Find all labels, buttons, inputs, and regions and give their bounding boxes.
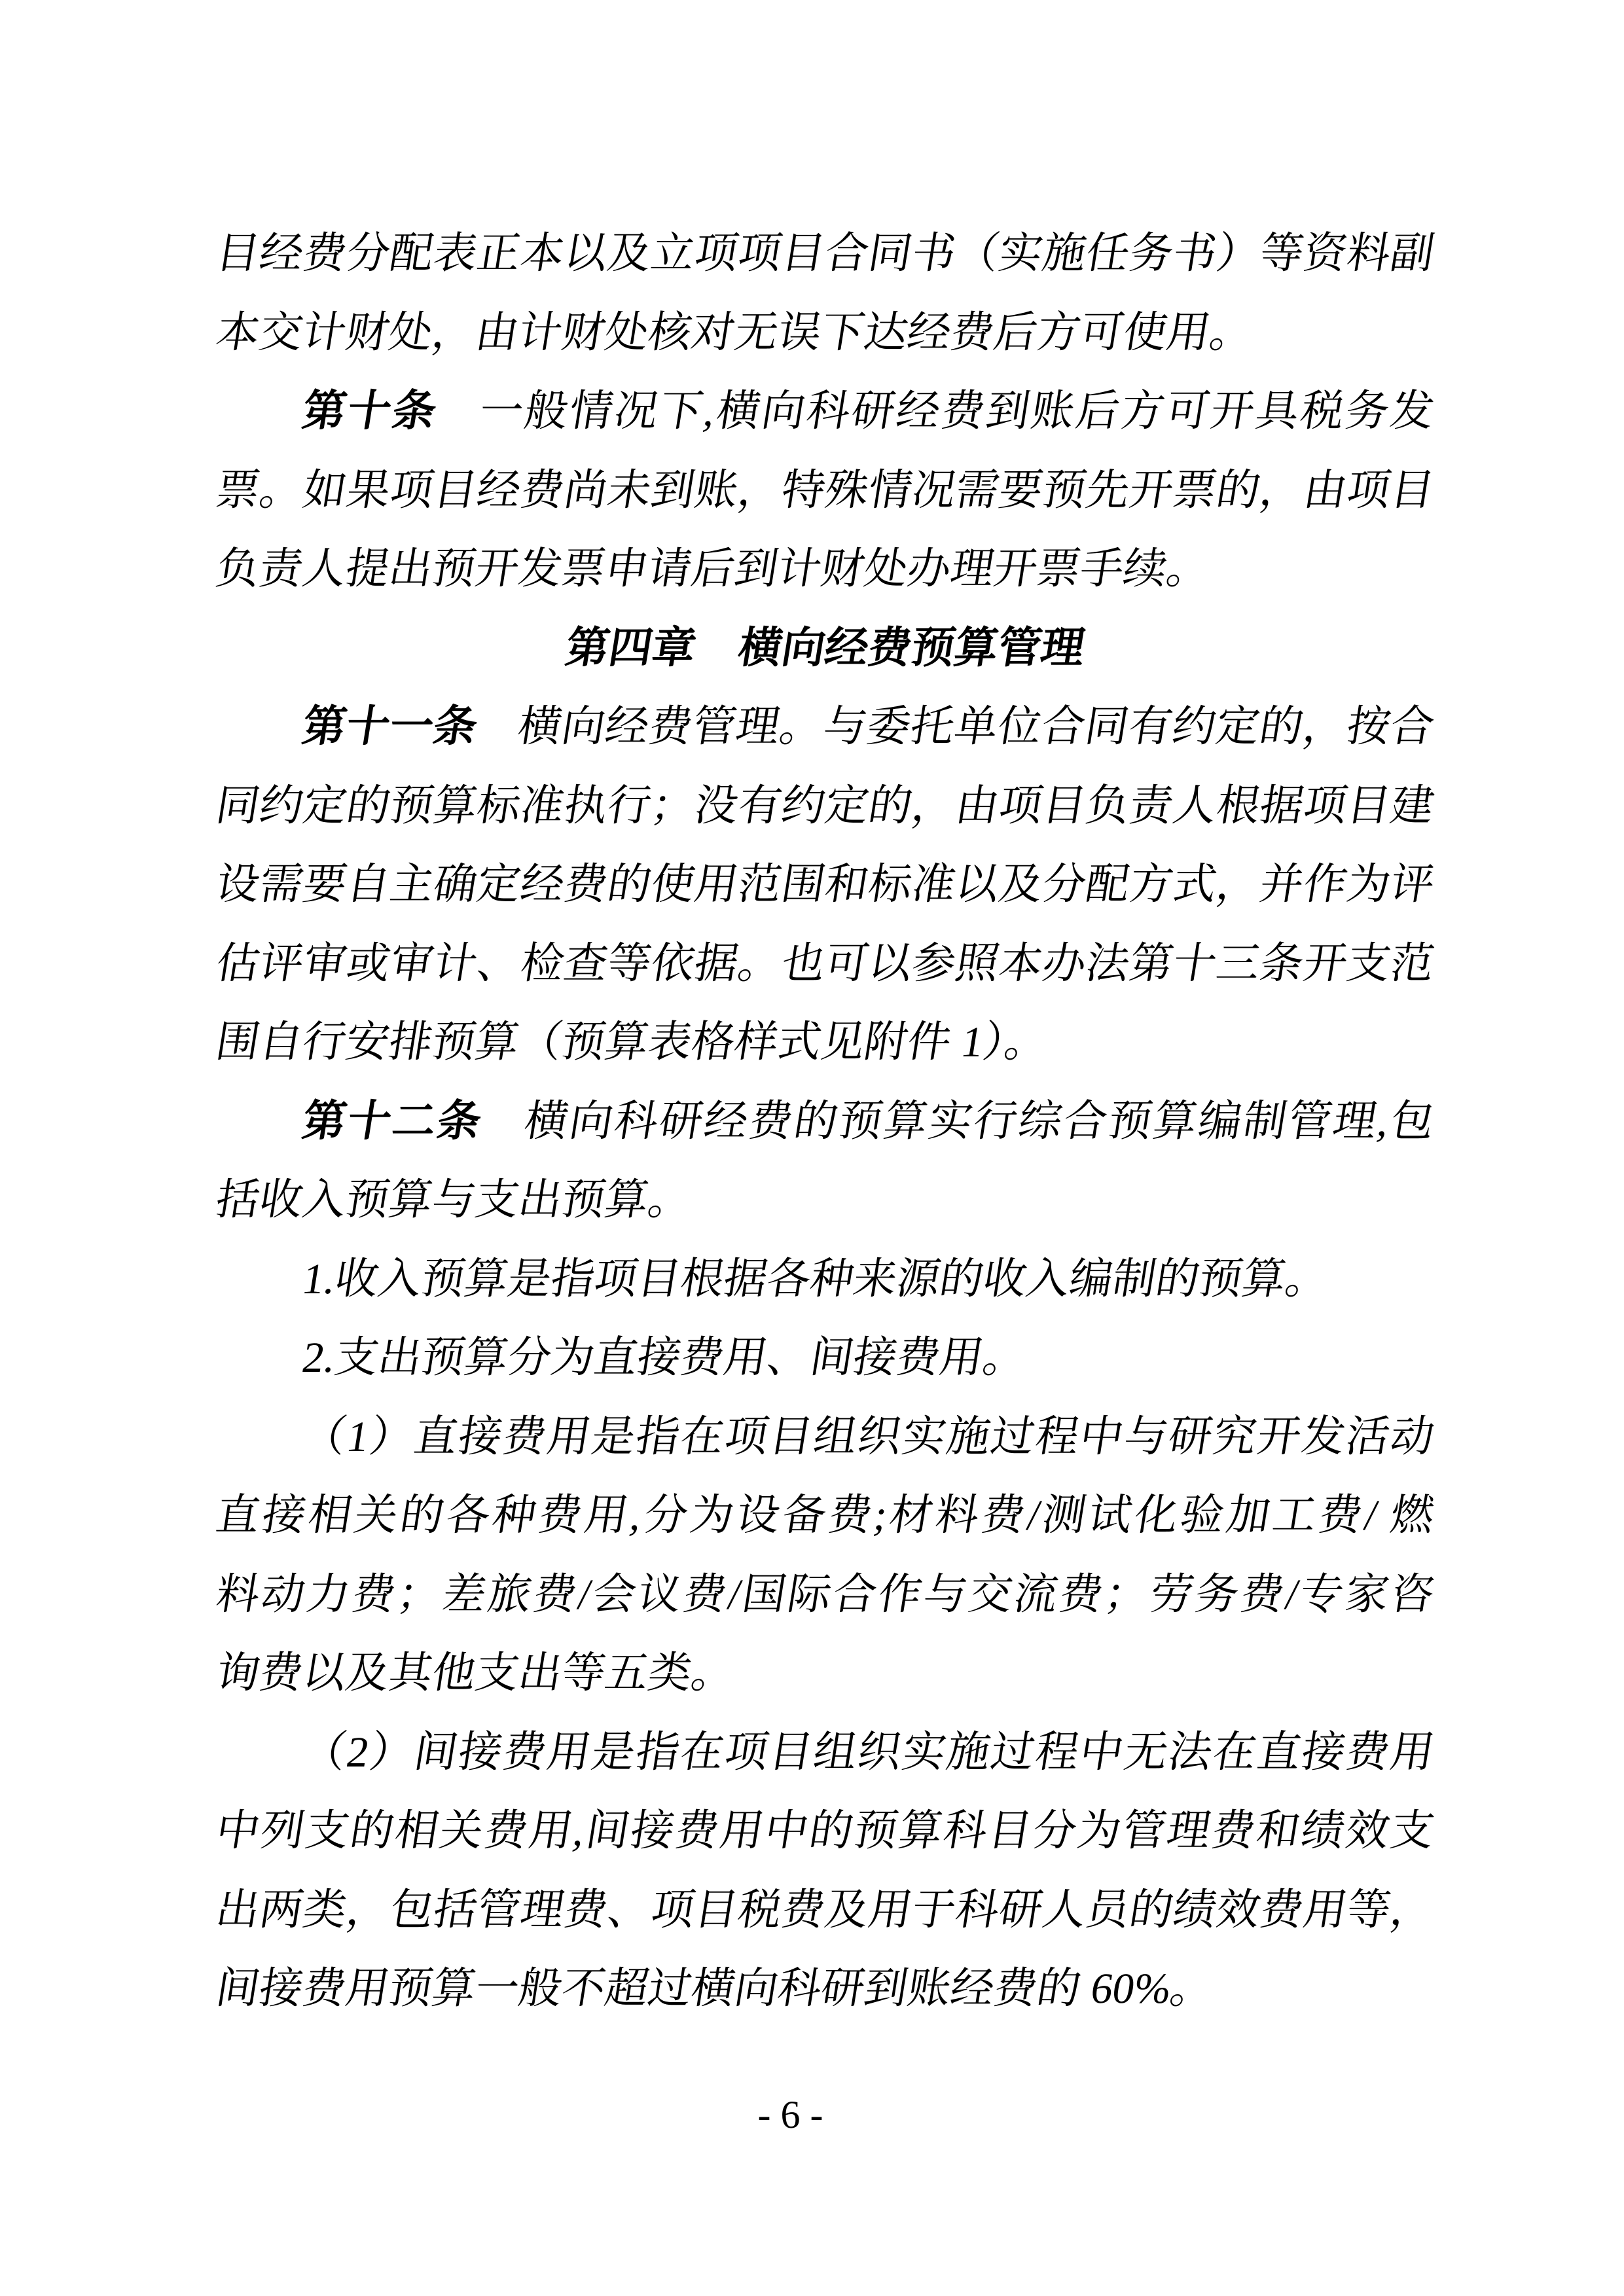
text-line [210,372,1440,452]
text-line [210,215,1440,294]
text-line [210,1792,1440,1871]
line-text: （1）直接费用是指在项目组织实施过程中与研究开发活动 [298,1412,1438,1461]
line-text: 估评审或审计、检查等依据。也可以参照本办法第十三条开支范 [212,939,1438,988]
line-text: 中列支的相关费用,间接费用中的预算科目分为管理费和绩效支 [212,1807,1438,1855]
line-text: 设需要自主确定经费的使用范围和标准以及分配方式，并作为评 [212,861,1438,908]
text-line [210,767,1440,846]
line-text: 2.支出预算分为直接费用、间接费用。 [298,1334,1030,1382]
text-line [210,1240,1440,1319]
text-line [210,294,1440,373]
line-text: 询费以及其他支出等五类。 [212,1649,739,1697]
text-line [210,846,1440,925]
text-line [210,925,1440,1004]
line-text: 直接相关的各种费用,分为设备费;材料费/测试化验加工费/ 燃 [212,1492,1438,1539]
text-line [210,1871,1440,1950]
line-text: 括收入预算与支出预算。 [212,1176,696,1224]
text-line [210,688,1440,767]
text-line [210,530,1440,609]
line-text: 本交计财处，由计财处核对无误下达经费后方可使用。 [212,308,1257,357]
text-line [210,1083,1440,1162]
text-line [210,1398,1440,1477]
line-text: 围自行安排预算（预算表格样式见附件 1）。 [212,1018,1052,1066]
line-text: 一般情况下,横向科研经费到账后方可开具税务发 [474,387,1438,435]
text-line [210,1319,1440,1398]
clause-number: 第十二条 [298,1097,486,1145]
text-line [210,1161,1440,1240]
text-line [210,1556,1440,1635]
document-body [210,215,1438,2029]
line-text: 间接费用预算一般不超过横向科研到账经费的 60%。 [212,1965,1218,2013]
line-text: 目经费分配表正本以及立项项目合同书（实施任务书）等资料副 [212,230,1438,278]
clause-number: 第十条 [298,387,442,435]
text-line [210,1713,1440,1793]
page-number: - 6 - [757,2093,823,2136]
chapter-heading: 第四章 横向经费预算管理 [562,624,1089,672]
line-text: 1.收入预算是指项目根据各种来源的收入编制的预算。 [298,1255,1333,1303]
line-text: 负责人提出预开发票申请后到计财处办理开票手续。 [212,545,1214,593]
clause-gap [475,740,516,741]
line-text: 料动力费；差旅费/会议费/国际合作与交流费；劳务费/专家咨 [212,1570,1438,1619]
line-text: 横向科研经费的预算实行综合预算编制管理,包 [519,1097,1438,1145]
text-line [210,1950,1440,2029]
text-line [210,1477,1440,1556]
line-text: 出两类，包括管理费、项目税费及用于科研人员的绩效费用等， [212,1886,1438,1934]
line-text: （2）间接费用是指在项目组织实施过程中无法在直接费用 [298,1728,1438,1776]
text-line [210,1634,1440,1713]
clause-gap [480,1135,521,1136]
line-text: 票。如果项目经费尚未到账，特殊情况需要预先开票的，由项目 [212,466,1438,514]
text-line [210,1003,1440,1083]
text-line [210,452,1440,531]
clause-number: 第十一条 [298,703,482,751]
line-text: 同约定的预算标准执行；没有约定的，由项目负责人根据项目建 [212,781,1438,830]
line-text: 横向经费管理。与委托单位合同有约定的，按合 [514,703,1438,751]
